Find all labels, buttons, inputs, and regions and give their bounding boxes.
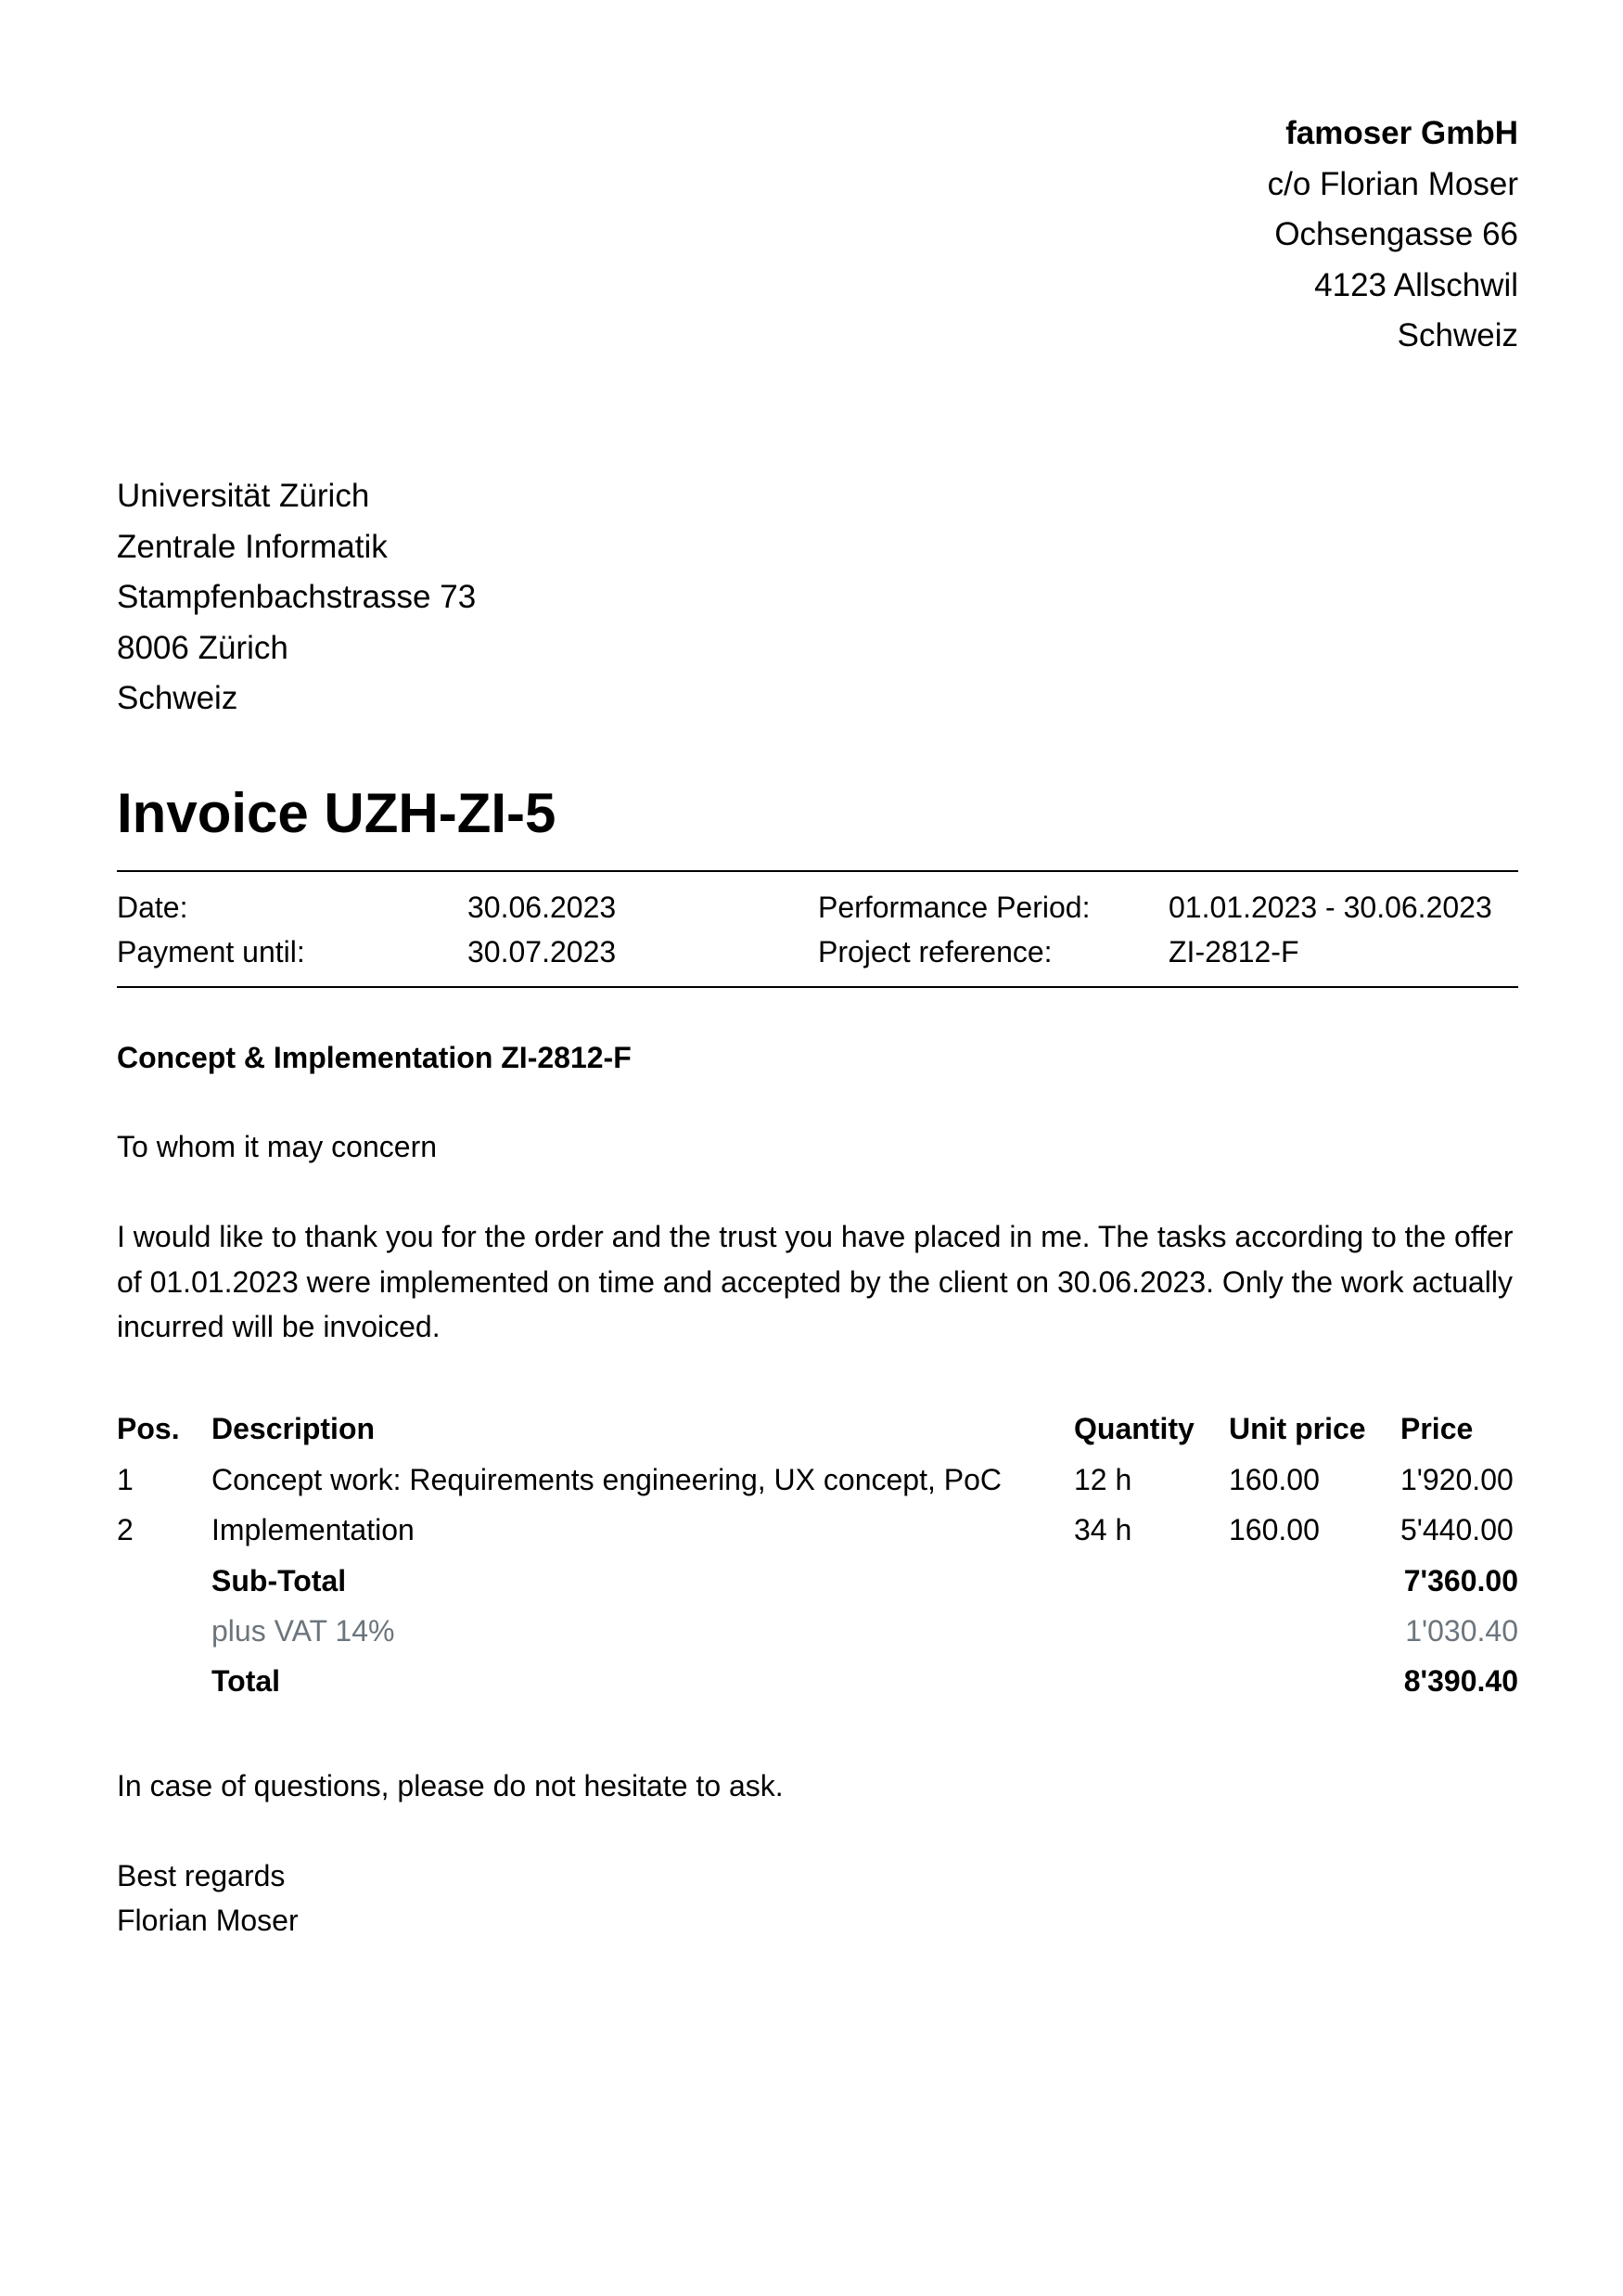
sender-address: [1268, 109, 1518, 362]
header-price: Price: [1400, 1412, 1474, 1445]
period-value: 01.01.2023 - 30.06.2023: [1169, 891, 1492, 924]
payment-value: 30.07.2023: [467, 935, 617, 968]
recipient-organization: Universität Zürich: [117, 478, 370, 514]
date-label: Date:: [117, 891, 188, 924]
greeting: To whom it may concern: [117, 1130, 438, 1163]
recipient-department: Zentrale Informatik: [117, 528, 388, 565]
period-label: Performance Period:: [818, 891, 1091, 924]
sender-city: 4123 Allschwil: [1314, 266, 1518, 303]
table-row: [0, 1459, 1623, 1500]
payment-label: Payment until:: [117, 935, 305, 968]
header-unit-price: Unit price: [1229, 1412, 1366, 1445]
body-paragraph: I would like to thank you for the order and the trust you have placed in me. The tasks according to the offer of 01.01.2023 were implemented on time and accepted by the client on 30.06.2023. Only the work actually incurred will be invoiced.: [117, 1220, 1514, 1343]
header-pos: Pos.: [117, 1412, 180, 1445]
subtotal-value: 7'360.00: [1403, 1564, 1518, 1597]
table-header: [0, 1408, 1623, 1449]
row-description: Implementation: [211, 1513, 415, 1546]
table-row: [0, 1509, 1623, 1550]
reference-label: Project reference:: [818, 935, 1053, 968]
row-quantity: 34 h: [1074, 1513, 1132, 1546]
recipient-country: Schweiz: [117, 680, 238, 716]
subtotal-label: Sub-Total: [211, 1564, 347, 1597]
row-price: 1'920.00: [1400, 1463, 1514, 1496]
row-unit-price: 160.00: [1229, 1463, 1320, 1496]
sender-company: famoser GmbH: [1285, 115, 1518, 151]
header-quantity: Quantity: [1074, 1412, 1195, 1445]
recipient-address: [117, 471, 476, 725]
recipient-street: Stampfenbachstrasse 73: [117, 579, 477, 615]
meta-row-2: [0, 933, 1623, 970]
subtotal-row: [0, 1560, 1623, 1601]
signature-name: Florian Moser: [117, 1904, 299, 1937]
row-price: 5'440.00: [1400, 1513, 1514, 1546]
sender-care-of: c/o Florian Moser: [1267, 165, 1518, 202]
header-description: Description: [211, 1412, 376, 1445]
vat-label: plus VAT 14%: [211, 1614, 395, 1648]
sender-country: Schweiz: [1397, 317, 1518, 353]
row-pos: 1: [117, 1463, 134, 1496]
regards: Best regards: [117, 1859, 286, 1892]
row-description: Concept work: Requirements engineering, UX concept, PoC: [211, 1463, 1002, 1496]
invoice-title: Invoice UZH-ZI-5: [117, 782, 556, 844]
date-value: 30.06.2023: [467, 891, 617, 924]
meta-row-1: [0, 889, 1623, 926]
total-value: 8'390.40: [1403, 1664, 1518, 1698]
vat-value: 1'030.40: [1405, 1614, 1518, 1648]
total-label: Total: [211, 1664, 281, 1698]
divider-top: [117, 870, 1518, 872]
row-unit-price: 160.00: [1229, 1513, 1320, 1546]
vat-row: [0, 1610, 1623, 1651]
total-row: [0, 1661, 1623, 1701]
reference-value: ZI-2812-F: [1169, 935, 1299, 968]
subject-line: Concept & Implementation ZI-2812-F: [117, 1041, 632, 1074]
row-pos: 2: [117, 1513, 134, 1546]
row-quantity: 12 h: [1074, 1463, 1132, 1496]
divider-bottom: [117, 986, 1518, 988]
closing-text: In case of questions, please do not hesitate to ask.: [117, 1769, 784, 1802]
recipient-city: 8006 Zürich: [117, 629, 288, 666]
sender-street: Ochsengasse 66: [1274, 216, 1518, 252]
